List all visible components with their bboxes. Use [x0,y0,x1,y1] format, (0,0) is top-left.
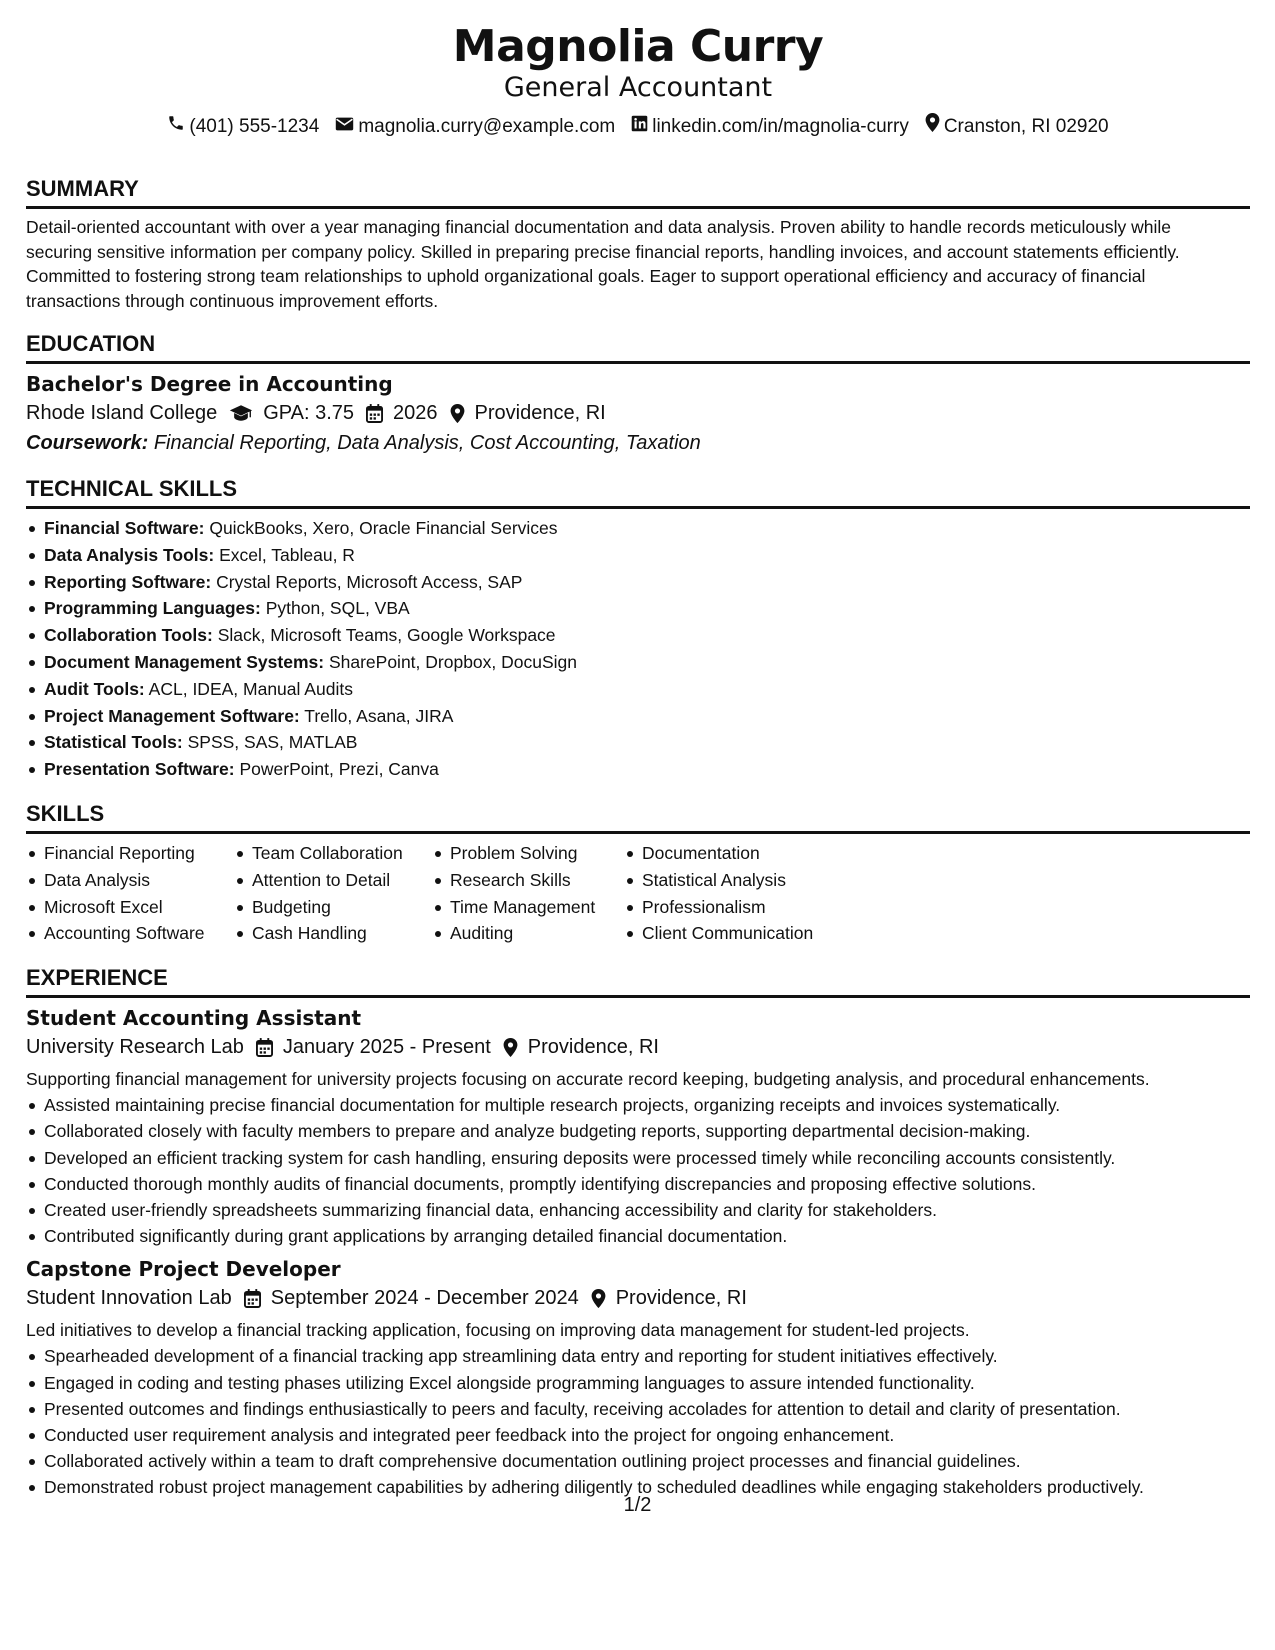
skill-values: Slack, Microsoft Teams, Google Workspace [217,625,556,646]
list-item: Assisted maintaining precise financial documentation for multiple research projects, organizing receipts and invoices systematically. [26,1092,1250,1118]
list-item: Problem Solving [432,840,624,867]
skill-values: Python, SQL, VBA [265,598,410,619]
list-item: Collaborated actively within a team to draft comprehensive documentation outlining project processes and financial guidelines. [26,1448,1250,1474]
list-item: Client Communication [624,920,844,947]
list-item: Microsoft Excel [26,894,234,921]
skill-category: Data Analysis Tools: [44,544,215,565]
map-pin-icon [925,113,944,140]
job-bullets [26,1092,1250,1249]
experience-entry [26,1255,1250,1500]
map-pin-icon [503,1038,518,1057]
skill-values: QuickBooks, Xero, Oracle Financial Services [209,518,558,538]
list-item: Developed an efficient tracking system for cash handling, ensuring deposits were processed timely while reconciling accounts consistently. [26,1145,1250,1171]
experience-heading: EXPERIENCE [26,965,1250,998]
list-item [26,676,1250,703]
graduation-cap-icon [229,404,253,422]
technical-skills-list [26,515,1250,783]
job-org: University Research Lab [26,1036,244,1059]
job-bullets [26,1343,1250,1500]
calendar-icon [366,404,383,423]
skill-values: SharePoint, Dropbox, DocuSign [328,651,578,672]
skills-column-2 [234,840,432,947]
list-item: Documentation [624,840,844,867]
list-item: Professionalism [624,894,844,921]
skill-values: SPSS, SAS, MATLAB [187,732,358,753]
list-item [26,649,1250,676]
technical-skills-heading: TECHNICAL SKILLS [26,476,1250,509]
list-item: Conducted thorough monthly audits of financial documents, promptly identifying discrepancies and proposing effective solutions. [26,1171,1250,1197]
list-item: Contributed significantly during grant applications by arranging detailed financial documentation. [26,1223,1250,1249]
list-item [26,542,1250,569]
experience-section [26,965,1250,1500]
candidate-title: General Accountant [503,72,773,103]
summary-section [26,176,1250,313]
education-section [26,331,1250,458]
map-pin-icon [450,404,465,423]
technical-skills-section [26,476,1250,783]
degree-title: Bachelor's Degree in Accounting [26,372,393,396]
skill-values: ACL, IDEA, Manual Audits [148,678,353,699]
email-text: magnolia.curry@example.com [358,115,616,137]
job-title: Capstone Project Developer [26,1257,341,1282]
page-number: 1/2 [623,1494,652,1516]
school-name: Rhode Island College [26,402,218,424]
location-text: Cranston, RI 02920 [943,115,1109,137]
list-item: Demonstrated robust project management capabilities by adhering diligently to scheduled deadlines while engaging stakeholders productively. [26,1474,1250,1500]
list-item: Created user-friendly spreadsheets summarizing financial data, enhancing accessibility and clarity for stakeholders. [26,1197,1250,1223]
coursework-line [26,428,1250,458]
list-item: Collaborated closely with faculty members to prepare and analyze budgeting reports, supporting departmental decision-making. [26,1118,1250,1144]
list-item: Accounting Software [26,920,234,947]
envelope-icon [335,114,358,140]
phone-text: (401) 555-1234 [189,115,320,137]
skill-category: Project Management Software: [44,705,300,726]
coursework-label: Coursework: [26,432,149,454]
list-item: Financial Reporting [26,840,234,867]
list-item [26,729,1250,756]
job-description: Supporting financial management for university projects focusing on accurate record keeping, budgeting analysis, and procedural enhancements. [26,1069,1150,1090]
list-item [26,569,1250,596]
skill-values: PowerPoint, Prezi, Canva [239,759,439,780]
coursework-text: Financial Reporting, Data Analysis, Cost Accounting, Taxation [153,432,701,454]
calendar-icon [256,1038,273,1057]
job-dates: September 2024 - December 2024 [270,1287,579,1310]
skills-grid [26,840,1250,947]
skill-values: Trello, Asana, JIRA [304,705,454,726]
skill-category: Document Management Systems: [44,651,325,672]
list-item [26,595,1250,622]
job-org: Student Innovation Lab [26,1287,232,1310]
skills-column-1 [26,840,234,947]
job-location: Providence, RI [615,1287,747,1310]
experience-entry [26,1004,1250,1249]
resume-page [26,22,1250,1501]
list-item: Auditing [432,920,624,947]
gpa-text: GPA: 3.75 [263,402,355,424]
list-item: Conducted user requirement analysis and integrated peer feedback into the project for ongoing enhancement. [26,1422,1250,1448]
skill-category: Reporting Software: [44,571,212,592]
list-item: Attention to Detail [234,867,432,894]
skills-section [26,801,1250,947]
linkedin-icon [631,114,652,140]
linkedin-text: linkedin.com/in/magnolia-curry [652,115,909,137]
job-dates: January 2025 - Present [282,1036,491,1059]
graduation-year: 2026 [393,402,438,424]
phone-icon [167,114,189,140]
skill-category: Programming Languages: [44,598,261,619]
list-item: Time Management [432,894,624,921]
calendar-icon [244,1289,261,1308]
skill-category: Presentation Software: [44,759,235,780]
list-item: Data Analysis [26,867,234,894]
list-item: Research Skills [432,867,624,894]
education-meta [26,398,1250,428]
skills-heading: SKILLS [26,801,1250,834]
skill-category: Collaboration Tools: [44,625,213,646]
job-meta [26,1032,1250,1062]
skill-values: Crystal Reports, Microsoft Access, SAP [216,571,523,592]
list-item: Presented outcomes and findings enthusiastically to peers and faculty, receiving accolades for attention to detail and clarity of presentation. [26,1396,1250,1422]
candidate-name: Magnolia Curry [452,21,824,72]
job-description: Led initiatives to develop a financial tracking application, focusing on improving data management for student-led projects. [26,1320,970,1341]
list-item: Engaged in coding and testing phases utilizing Excel alongside programming languages to assure intended functionality. [26,1370,1250,1396]
job-meta [26,1283,1250,1313]
list-item: Cash Handling [234,920,432,947]
contact-location [925,113,1109,140]
summary-heading: SUMMARY [26,176,1250,209]
contact-phone [167,114,319,140]
job-title: Student Accounting Assistant [26,1006,362,1031]
skills-column-3 [432,840,624,947]
list-item [26,622,1250,649]
list-item [26,515,1250,542]
contact-email[interactable] [335,114,615,140]
skill-category: Audit Tools: [44,678,145,699]
list-item [26,703,1250,730]
list-item: Budgeting [234,894,432,921]
map-pin-icon [591,1289,606,1308]
contact-bar [26,113,1250,140]
list-item: Spearheaded development of a financial tracking app streamlining data entry and reporting for student initiatives effectively. [26,1343,1250,1369]
skill-category: Financial Software: [44,518,205,538]
contact-linkedin[interactable] [631,114,909,140]
skill-values: Excel, Tableau, R [219,544,355,565]
summary-text: Detail-oriented accountant with over a year managing financial documentation and data analysis. Proven ability to handle records meticulously while securing sensitive information per company policy. Skilled in preparing precise financial reports, handling invoices, and account statements efficiently. Committed to fostering strong team relationships to uphold organizational goals. Eager to support operational efficiency and accuracy of financial transactions through continuous improvement efforts. [26,217,1180,311]
skill-category: Statistical Tools: [44,732,183,753]
education-heading: EDUCATION [26,331,1250,364]
job-location: Providence, RI [527,1036,659,1059]
list-item: Statistical Analysis [624,867,844,894]
skills-column-4 [624,840,844,947]
education-location: Providence, RI [474,402,606,424]
list-item [26,756,1250,783]
list-item: Team Collaboration [234,840,432,867]
